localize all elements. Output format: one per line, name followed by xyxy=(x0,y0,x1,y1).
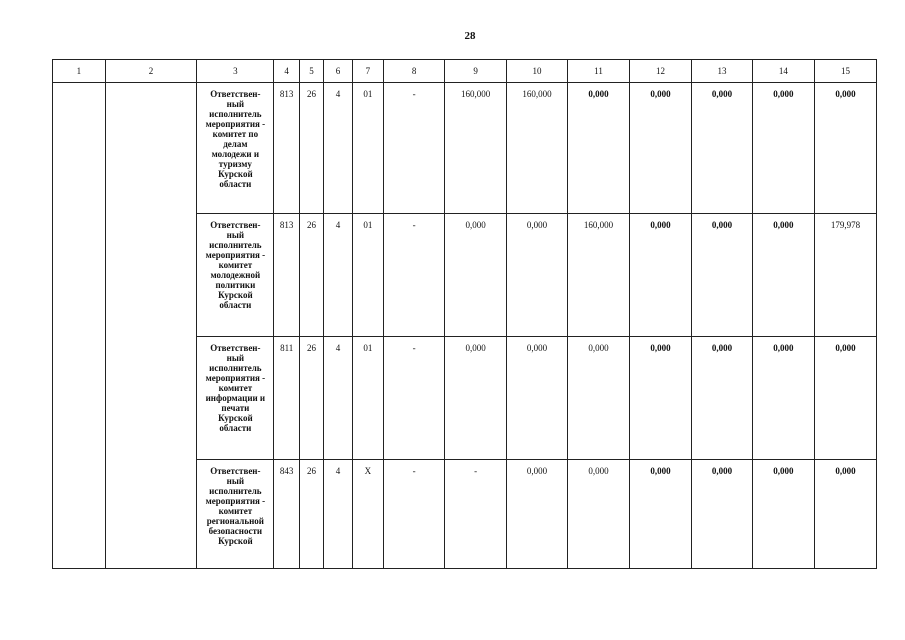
cell-col10: 0,000 xyxy=(507,460,568,569)
text-line: Ответствен- xyxy=(210,220,261,230)
description-cell xyxy=(197,214,274,337)
cell-col11: 160,000 xyxy=(568,214,630,337)
column-header: 13 xyxy=(691,60,752,83)
cell-col5: 26 xyxy=(299,214,323,337)
text-line: ный xyxy=(226,230,245,240)
column-header: 3 xyxy=(197,60,274,83)
text-line: туризму xyxy=(218,159,252,169)
column-header: 10 xyxy=(507,60,568,83)
cell-col10: 160,000 xyxy=(507,83,568,214)
column-header: 12 xyxy=(630,60,692,83)
cell-col6: 4 xyxy=(324,83,352,214)
text-line: Курской xyxy=(218,413,253,423)
text-line: комитет xyxy=(218,506,253,516)
column-header: 7 xyxy=(352,60,383,83)
text-line: политики xyxy=(215,280,256,290)
cell-col12: 0,000 xyxy=(630,460,692,569)
column-header: 4 xyxy=(274,60,299,83)
text-line: области xyxy=(219,300,252,310)
cell-col5: 26 xyxy=(299,337,323,460)
column-header: 6 xyxy=(324,60,352,83)
text-line: мероприятия - xyxy=(205,119,266,129)
cell-col15: 0,000 xyxy=(814,83,876,214)
cell-col7: 01 xyxy=(352,337,383,460)
data-table xyxy=(52,59,877,569)
cell-col13: 0,000 xyxy=(691,460,752,569)
cell-col8: - xyxy=(384,337,445,460)
col1-cell xyxy=(53,83,106,569)
text-line: ный xyxy=(226,99,245,109)
cell-col5: 26 xyxy=(299,460,323,569)
text-line: Ответствен- xyxy=(210,343,261,353)
cell-col9: 160,000 xyxy=(445,83,507,214)
text-line: ный xyxy=(226,476,245,486)
cell-col7: 01 xyxy=(352,214,383,337)
cell-col10: 0,000 xyxy=(507,214,568,337)
description-cell xyxy=(197,83,274,214)
text-line: делам xyxy=(223,139,248,149)
text-line: безопасности xyxy=(208,526,263,536)
cell-col6: 4 xyxy=(324,337,352,460)
text-line: молодежной xyxy=(210,270,261,280)
text-line: области xyxy=(219,423,252,433)
text-line: печати xyxy=(221,403,250,413)
text-line: области xyxy=(219,179,252,189)
text-line: комитет по xyxy=(212,129,259,139)
text-line: ный xyxy=(226,353,245,363)
table-row xyxy=(53,83,877,214)
cell-col15: 0,000 xyxy=(814,337,876,460)
cell-col13: 0,000 xyxy=(691,337,752,460)
cell-col6: 4 xyxy=(324,460,352,569)
text-line: исполнитель xyxy=(209,486,262,496)
cell-col11: 0,000 xyxy=(568,460,630,569)
description-cell xyxy=(197,460,274,569)
column-header: 5 xyxy=(299,60,323,83)
text-line: информации и xyxy=(205,393,266,403)
cell-col14: 0,000 xyxy=(752,83,814,214)
header-row xyxy=(53,60,877,83)
page-number: 28 xyxy=(464,30,476,42)
text-line: исполнитель xyxy=(209,363,262,373)
description-cell xyxy=(197,337,274,460)
cell-col4: 843 xyxy=(274,460,299,569)
cell-col7: 01 xyxy=(352,83,383,214)
text-line: региональной xyxy=(206,516,264,526)
column-header: 9 xyxy=(445,60,507,83)
text-line: Курской xyxy=(218,169,253,179)
column-header: 1 xyxy=(53,60,106,83)
text-line: мероприятия - xyxy=(205,496,266,506)
cell-col9: 0,000 xyxy=(445,337,507,460)
cell-col4: 811 xyxy=(274,337,299,460)
cell-col7: X xyxy=(352,460,383,569)
text-line: исполнитель xyxy=(209,109,262,119)
cell-col9: - xyxy=(445,460,507,569)
text-line: Курской xyxy=(218,290,253,300)
cell-col14: 0,000 xyxy=(752,460,814,569)
cell-col10: 0,000 xyxy=(507,337,568,460)
text-line: мероприятия - xyxy=(205,250,266,260)
text-line: комитет xyxy=(218,260,253,270)
cell-col13: 0,000 xyxy=(691,83,752,214)
cell-col8: - xyxy=(384,83,445,214)
cell-col8: - xyxy=(384,460,445,569)
cell-col6: 4 xyxy=(324,214,352,337)
cell-col12: 0,000 xyxy=(630,83,692,214)
cell-col15: 0,000 xyxy=(814,460,876,569)
column-header: 2 xyxy=(105,60,196,83)
cell-col4: 813 xyxy=(274,83,299,214)
text-line: мероприятия - xyxy=(205,373,266,383)
text-line: Ответствен- xyxy=(210,466,261,476)
cell-col15: 179,978 xyxy=(814,214,876,337)
cell-col14: 0,000 xyxy=(752,337,814,460)
cell-col4: 813 xyxy=(274,214,299,337)
column-header: 15 xyxy=(814,60,876,83)
cell-col9: 0,000 xyxy=(445,214,507,337)
col2-cell xyxy=(105,83,196,569)
column-header: 14 xyxy=(752,60,814,83)
cell-col13: 0,000 xyxy=(691,214,752,337)
column-header: 11 xyxy=(568,60,630,83)
text-line: Ответствен- xyxy=(210,89,261,99)
text-line: комитет xyxy=(218,383,253,393)
text-line: молодежи и xyxy=(211,149,260,159)
cell-col5: 26 xyxy=(299,83,323,214)
text-line: Курской xyxy=(218,536,253,546)
text-line: исполнитель xyxy=(209,240,262,250)
cell-col11: 0,000 xyxy=(568,83,630,214)
column-header: 8 xyxy=(384,60,445,83)
cell-col12: 0,000 xyxy=(630,214,692,337)
cell-col12: 0,000 xyxy=(630,337,692,460)
cell-col8: - xyxy=(384,214,445,337)
cell-col14: 0,000 xyxy=(752,214,814,337)
cell-col11: 0,000 xyxy=(568,337,630,460)
